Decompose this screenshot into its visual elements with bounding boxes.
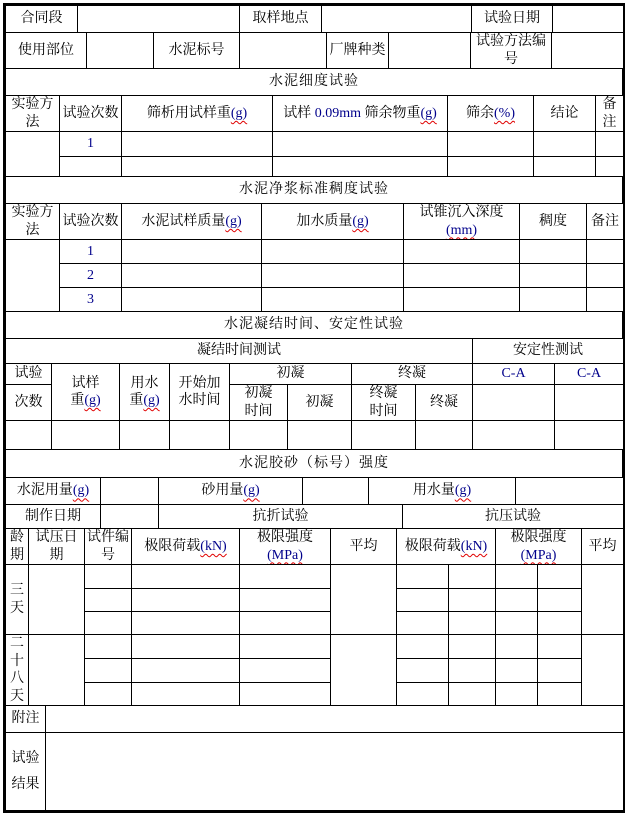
fineness-table xyxy=(5,95,624,177)
brand-type-input-cell[interactable] xyxy=(389,33,471,69)
input-cell[interactable] xyxy=(132,635,240,659)
flex-average-input-cell[interactable] xyxy=(331,565,397,635)
input-cell[interactable] xyxy=(240,683,331,706)
input-cell[interactable] xyxy=(240,565,331,589)
input-cell[interactable] xyxy=(352,421,416,450)
cement-amount-label: 水泥用量(g) xyxy=(6,478,101,505)
input-cell[interactable] xyxy=(288,421,352,450)
cement-grade-input-cell[interactable] xyxy=(240,33,327,69)
input-cell[interactable] xyxy=(534,157,596,177)
make-date-label: 制作日期 xyxy=(6,505,101,529)
input-cell[interactable] xyxy=(587,264,624,288)
notes-row xyxy=(5,705,624,733)
consistency-method-input-cell[interactable] xyxy=(6,240,60,312)
consistency-row-number: 2 xyxy=(60,264,122,288)
initial-set-group-header: 初凝 xyxy=(230,364,352,385)
setting-sample-header: 试样 重(g) xyxy=(52,364,120,421)
flex-load-header: 极限荷载(kN) xyxy=(132,529,240,565)
fineness-times-header: 试验次数 xyxy=(60,96,122,132)
fineness-sample-header: 筛析用试样重(g) xyxy=(122,96,273,132)
initial-set-header: 初凝 xyxy=(288,385,352,421)
soundness-ca-header-2: C-A xyxy=(555,364,624,385)
setting-test-header-top: 试验 xyxy=(6,364,52,385)
input-cell[interactable] xyxy=(240,589,331,612)
input-cell[interactable] xyxy=(496,635,538,659)
sand-amount-label: 砂用量(g) xyxy=(159,478,303,505)
comp-average-input-cell[interactable] xyxy=(582,565,624,635)
input-cell[interactable] xyxy=(520,264,587,288)
input-cell[interactable] xyxy=(404,240,520,264)
input-cell[interactable] xyxy=(449,683,496,706)
input-cell[interactable] xyxy=(596,157,624,177)
consistency-depth-header: 试锥沉入深度(mm) xyxy=(404,204,520,240)
fineness-method-input-cell[interactable] xyxy=(6,132,60,177)
input-cell[interactable] xyxy=(538,589,582,612)
input-cell[interactable] xyxy=(397,659,449,683)
cement-grade-label: 水泥标号 xyxy=(154,33,240,69)
use-part-label: 使用部位 xyxy=(6,33,87,69)
input-cell[interactable] xyxy=(449,565,496,589)
input-cell[interactable] xyxy=(538,565,582,589)
press-date-header: 试压日期 xyxy=(29,529,85,565)
comp-average-header: 平均 xyxy=(582,529,624,565)
input-cell[interactable] xyxy=(397,635,449,659)
fineness-residue-header: 试样 0.09mm 筛余物重(g) xyxy=(273,96,448,132)
flexural-test-header: 抗折试验 xyxy=(159,505,403,529)
input-cell[interactable] xyxy=(132,612,240,635)
use-part-input-cell[interactable] xyxy=(87,33,154,69)
cement-amount-input-cell[interactable] xyxy=(101,478,159,505)
notes-label: 附注 xyxy=(6,706,46,733)
brand-type-label: 厂牌种类 xyxy=(327,33,389,69)
input-cell[interactable] xyxy=(122,288,262,312)
input-cell[interactable] xyxy=(496,565,538,589)
input-cell[interactable] xyxy=(273,132,448,157)
input-cell[interactable] xyxy=(449,635,496,659)
fineness-remark-header: 备注 xyxy=(596,96,624,132)
input-cell[interactable] xyxy=(170,421,230,450)
input-cell[interactable] xyxy=(262,264,404,288)
input-cell[interactable] xyxy=(496,659,538,683)
consistency-row-number: 1 xyxy=(60,240,122,264)
specimen-no-header: 试件编号 xyxy=(85,529,132,565)
input-cell[interactable] xyxy=(473,421,555,450)
consistency-water-header: 加水质量(g) xyxy=(262,204,404,240)
soundness-subheader: 安定性测试 xyxy=(473,339,624,364)
consistency-table xyxy=(5,203,624,312)
comp-average-input-cell[interactable] xyxy=(582,635,624,706)
setting-start-time-header: 开始加 水时间 xyxy=(170,364,230,421)
input-cell[interactable] xyxy=(397,612,449,635)
soundness-input-cell[interactable] xyxy=(473,385,555,421)
fineness-percent-header: 筛余(%) xyxy=(448,96,534,132)
mortar-title-row xyxy=(5,449,623,478)
cement-test-form xyxy=(3,3,625,813)
input-cell[interactable] xyxy=(397,589,449,612)
press-date-input-cell[interactable] xyxy=(29,635,85,706)
age-3day-label: 三 天 xyxy=(6,565,29,635)
result-label: 试验 结果 xyxy=(6,733,46,811)
final-set-group-header: 终凝 xyxy=(352,364,473,385)
input-cell[interactable] xyxy=(587,240,624,264)
input-cell[interactable] xyxy=(6,421,52,450)
input-cell[interactable] xyxy=(122,240,262,264)
input-cell[interactable] xyxy=(555,421,624,450)
setting-title-row xyxy=(5,311,623,339)
flex-average-header: 平均 xyxy=(331,529,397,565)
notes-input-cell[interactable] xyxy=(46,706,624,733)
input-cell[interactable] xyxy=(538,612,582,635)
input-cell[interactable] xyxy=(534,132,596,157)
test-date-input-cell[interactable] xyxy=(553,6,624,33)
input-cell[interactable] xyxy=(448,157,534,177)
input-cell[interactable] xyxy=(230,421,288,450)
fineness-row-number: 1 xyxy=(60,132,122,157)
info-row-2 xyxy=(5,32,624,69)
soundness-input-cell[interactable] xyxy=(555,385,624,421)
setting-time-subheader: 凝结时间测试 xyxy=(6,339,473,364)
fineness-row-number xyxy=(60,157,122,177)
input-cell[interactable] xyxy=(397,565,449,589)
flex-average-input-cell[interactable] xyxy=(331,635,397,706)
input-cell[interactable] xyxy=(262,288,404,312)
input-cell[interactable] xyxy=(448,132,534,157)
info-row-1 xyxy=(5,5,624,33)
input-cell[interactable] xyxy=(122,132,273,157)
input-cell[interactable] xyxy=(122,157,273,177)
input-cell[interactable] xyxy=(85,612,132,635)
comp-strength-header: 极限强度(MPa) xyxy=(496,529,582,565)
input-cell[interactable] xyxy=(449,589,496,612)
input-cell[interactable] xyxy=(132,683,240,706)
setting-table xyxy=(5,338,624,450)
input-cell[interactable] xyxy=(120,421,170,450)
input-cell[interactable] xyxy=(52,421,120,450)
input-cell[interactable] xyxy=(449,659,496,683)
setting-section-title: 水泥凝结时间、安定性试验 xyxy=(6,312,623,339)
input-cell[interactable] xyxy=(520,288,587,312)
input-cell[interactable] xyxy=(85,683,132,706)
input-cell[interactable] xyxy=(496,683,538,706)
input-cell[interactable] xyxy=(132,659,240,683)
method-no-input-cell[interactable] xyxy=(552,33,624,69)
method-no-label: 试验方法编号 xyxy=(471,33,552,69)
fineness-section-title: 水泥细度试验 xyxy=(6,69,623,96)
consistency-remark-header: 备注 xyxy=(587,204,624,240)
consistency-section-title: 水泥净浆标准稠度试验 xyxy=(6,177,623,204)
initial-set-time-header: 初凝 时间 xyxy=(230,385,288,421)
input-cell[interactable] xyxy=(397,683,449,706)
sample-place-label: 取样地点 xyxy=(240,6,322,33)
final-set-header: 终凝 xyxy=(416,385,473,421)
input-cell[interactable] xyxy=(404,264,520,288)
consistency-title-row xyxy=(5,176,623,204)
input-cell[interactable] xyxy=(416,421,473,450)
input-cell[interactable] xyxy=(449,612,496,635)
mortar-date-row xyxy=(5,504,624,529)
contract-label: 合同段 xyxy=(6,6,78,33)
final-set-time-header: 终凝 时间 xyxy=(352,385,416,421)
input-cell[interactable] xyxy=(538,683,582,706)
input-cell[interactable] xyxy=(538,635,582,659)
fineness-title-row xyxy=(5,68,623,96)
input-cell[interactable] xyxy=(85,565,132,589)
consistency-row-number: 3 xyxy=(60,288,122,312)
input-cell[interactable] xyxy=(273,157,448,177)
input-cell[interactable] xyxy=(404,288,520,312)
fineness-conclusion-header: 结论 xyxy=(534,96,596,132)
input-cell[interactable] xyxy=(85,589,132,612)
consistency-times-header: 试验次数 xyxy=(60,204,122,240)
input-cell[interactable] xyxy=(132,565,240,589)
input-cell[interactable] xyxy=(496,589,538,612)
water-amount-input-cell[interactable] xyxy=(516,478,624,505)
sand-amount-input-cell[interactable] xyxy=(303,478,369,505)
make-date-input-cell[interactable] xyxy=(101,505,159,529)
input-cell[interactable] xyxy=(85,659,132,683)
input-cell[interactable] xyxy=(85,635,132,659)
age-28day-label: 二十 八天 xyxy=(6,635,29,706)
test-date-label: 试验日期 xyxy=(472,6,553,33)
fineness-method-header: 实验方法 xyxy=(6,96,60,132)
mortar-strength-table xyxy=(5,528,624,706)
setting-water-header: 用水 重(g) xyxy=(120,364,170,421)
age-header: 龄 期 xyxy=(6,529,29,565)
consistency-mass-header: 水泥试样质量(g) xyxy=(122,204,262,240)
setting-test-header-bottom: 次数 xyxy=(6,385,52,421)
mortar-usage-row xyxy=(5,477,624,505)
press-date-input-cell[interactable] xyxy=(29,565,85,635)
mortar-section-title: 水泥胶砂（标号）强度 xyxy=(6,450,623,478)
sample-place-input-cell[interactable] xyxy=(322,6,472,33)
input-cell[interactable] xyxy=(538,659,582,683)
compression-test-header: 抗压试验 xyxy=(403,505,624,529)
flex-strength-header: 极限强度(MPa) xyxy=(240,529,331,565)
water-amount-label: 用水量(g) xyxy=(369,478,516,505)
input-cell[interactable] xyxy=(122,264,262,288)
input-cell[interactable] xyxy=(596,132,624,157)
input-cell[interactable] xyxy=(240,612,331,635)
input-cell[interactable] xyxy=(262,240,404,264)
contract-input-cell[interactable] xyxy=(78,6,240,33)
input-cell[interactable] xyxy=(240,635,331,659)
consistency-value-header: 稠度 xyxy=(520,204,587,240)
input-cell[interactable] xyxy=(240,659,331,683)
input-cell[interactable] xyxy=(520,240,587,264)
soundness-ca-header-1: C-A xyxy=(473,364,555,385)
input-cell[interactable] xyxy=(132,589,240,612)
input-cell[interactable] xyxy=(496,612,538,635)
input-cell[interactable] xyxy=(587,288,624,312)
consistency-method-header: 实验方法 xyxy=(6,204,60,240)
comp-load-header: 极限荷载(kN) xyxy=(397,529,496,565)
